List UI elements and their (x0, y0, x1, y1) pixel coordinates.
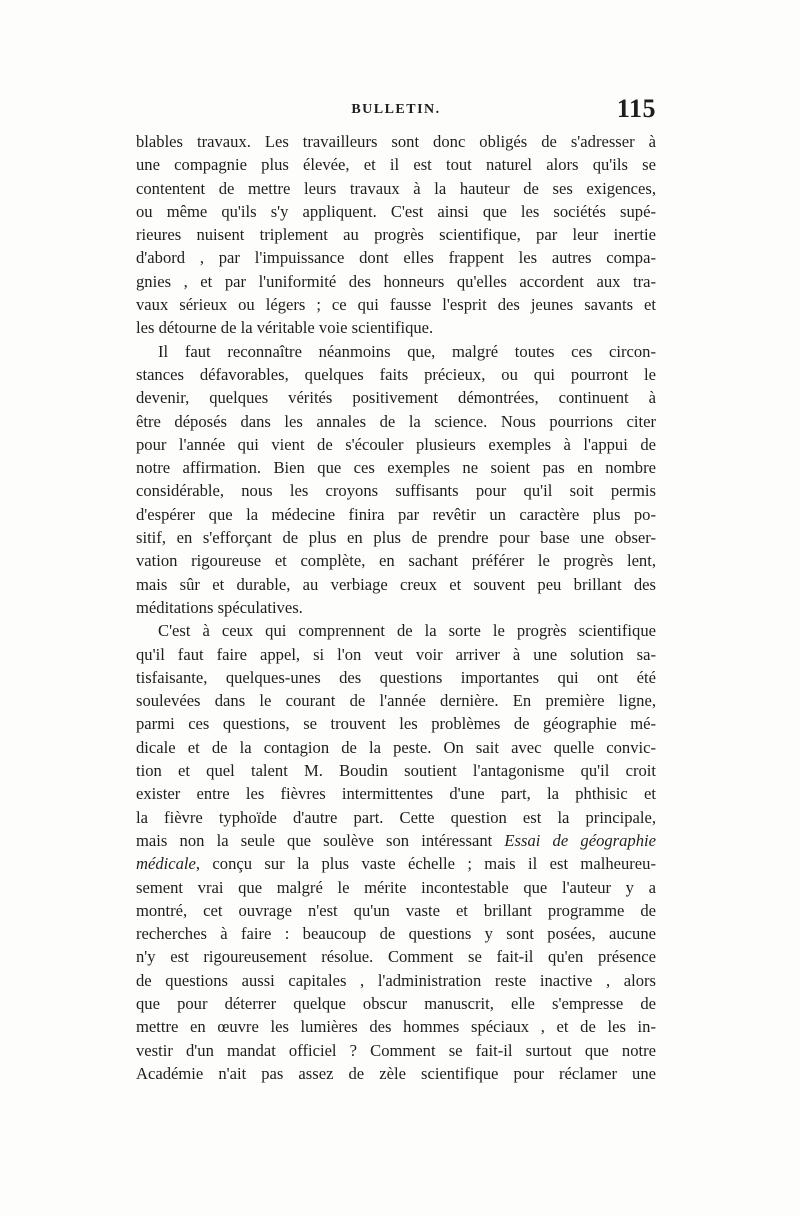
text-line: blables travaux. Les travailleurs sont donc obligés de s'adresser à (136, 132, 656, 151)
text-line: dicale et de la contagion de la peste. On sait avec quelle convic- (136, 737, 656, 757)
text-line: recherches à faire : beaucoup de questions y sont posées, aucune (136, 924, 656, 944)
text-line: vaux sérieux ou légers ; ce qui fausse l'esprit des jeunes savants et (136, 295, 656, 315)
text-line: stances défavorables, quelques faits précieux, ou qui pourront le (136, 364, 656, 384)
text-segment: , conçu sur la plus vaste échelle ; mais il est malheureu- (195, 854, 656, 874)
text-line: devenir, quelques vérités positivement démontrées, continuent à (136, 388, 656, 408)
text-line: la fièvre typhoïde d'autre part. Cette question est la principale, (136, 807, 656, 827)
text-line: mais sûr et durable, au verbiage creux et souvent peu brillant des (136, 574, 656, 594)
text-line: que pour déterrer quelque obscur manuscrit, elle s'empresse de (136, 993, 656, 1013)
text-line: de questions aussi capitales , l'administration reste inactive , alors (136, 970, 656, 990)
text-line: vation rigoureuse et complète, en sachant préférer le progrès lent, (136, 551, 656, 571)
text-line: vestir d'un mandat officiel ? Comment se fait-il surtout que notre (136, 1040, 656, 1060)
page-header (136, 96, 656, 126)
text-line: ou même qu'ils s'y appliquent. C'est ainsi que les sociétés supé- (136, 201, 656, 221)
text-line: Académie n'ait pas assez de zèle scientifique pour réclamer une (136, 1063, 656, 1083)
text-segment: mais non la seule que soulève son intéressant (136, 830, 493, 850)
text-line: gnies , et par l'uniformité des honneurs qu'elles accordent aux tra- (136, 271, 656, 291)
text-line: montré, cet ouvrage n'est qu'un vaste et brillant programme de (136, 900, 656, 920)
text-line: C'est à ceux qui comprennent de la sorte le progrès scientifique (158, 621, 656, 641)
text-line: sement vrai que malgré le mérite incontestable que l'auteur y a (136, 877, 656, 897)
page-number: 115 (616, 94, 656, 123)
text-line: qu'il faut faire appel, si l'on veut voir arriver à une solution sa- (136, 644, 656, 664)
text-line: mettre en œuvre les lumières des hommes spéciaux , et de les in- (136, 1017, 656, 1037)
text-line: méditations spéculatives. (136, 597, 303, 617)
text-line: sitif, en s'efforçant de plus en plus de prendre pour base une obser- (136, 528, 656, 548)
book-title-italic: médicale (136, 854, 196, 874)
text-line: contentent de mettre leurs travaux à la hauteur de ses exigences, (136, 178, 656, 198)
book-title-italic: Essai de géographie (504, 830, 656, 850)
text-line: tion et quel talent M. Boudin soutient l'antagonisme qu'il croit (136, 761, 656, 781)
text-line: n'y est rigoureusement résolue. Comment se fait-il qu'en présence (136, 947, 656, 967)
text-line: une compagnie plus élevée, et il est tout naturel alors qu'ils se (136, 155, 656, 175)
text-line: tisfaisante, quelques-unes des questions importantes qui ont été (136, 667, 656, 687)
text-line: parmi ces questions, se trouvent les problèmes de géographie mé- (136, 714, 656, 734)
text-line: considérable, nous les croyons suffisants pour qu'il soit permis (136, 481, 656, 501)
body-text (136, 130, 656, 1085)
text-line: Il faut reconnaître néanmoins que, malgré toutes ces circon- (158, 341, 656, 361)
text-line: notre affirmation. Bien que ces exemples ne soient pas en nombre (136, 458, 656, 478)
text-line: pour l'année qui vient de s'écouler plusieurs exemples à l'appui de (136, 434, 656, 454)
running-head: BULLETIN. (351, 102, 441, 117)
text-line (136, 829, 656, 852)
text-line: d'abord , par l'impuissance dont elles frappent les autres compa- (136, 248, 656, 268)
text-line: d'espérer que la médecine finira par revêtir un caractère plus po- (136, 504, 656, 524)
text-line: rieures nuisent triplement au progrès scientifique, par leur inertie (136, 225, 656, 245)
text-line (136, 852, 656, 875)
text-line: être déposés dans les annales de la science. Nous pourrions citer (136, 411, 656, 431)
text-line: exister entre les fièvres intermittentes d'une part, la phthisic et (136, 784, 656, 804)
text-line: les détourne de la véritable voie scientifique. (136, 318, 434, 338)
text-line: soulevées dans le courant de l'année dernière. En première ligne, (136, 691, 656, 711)
